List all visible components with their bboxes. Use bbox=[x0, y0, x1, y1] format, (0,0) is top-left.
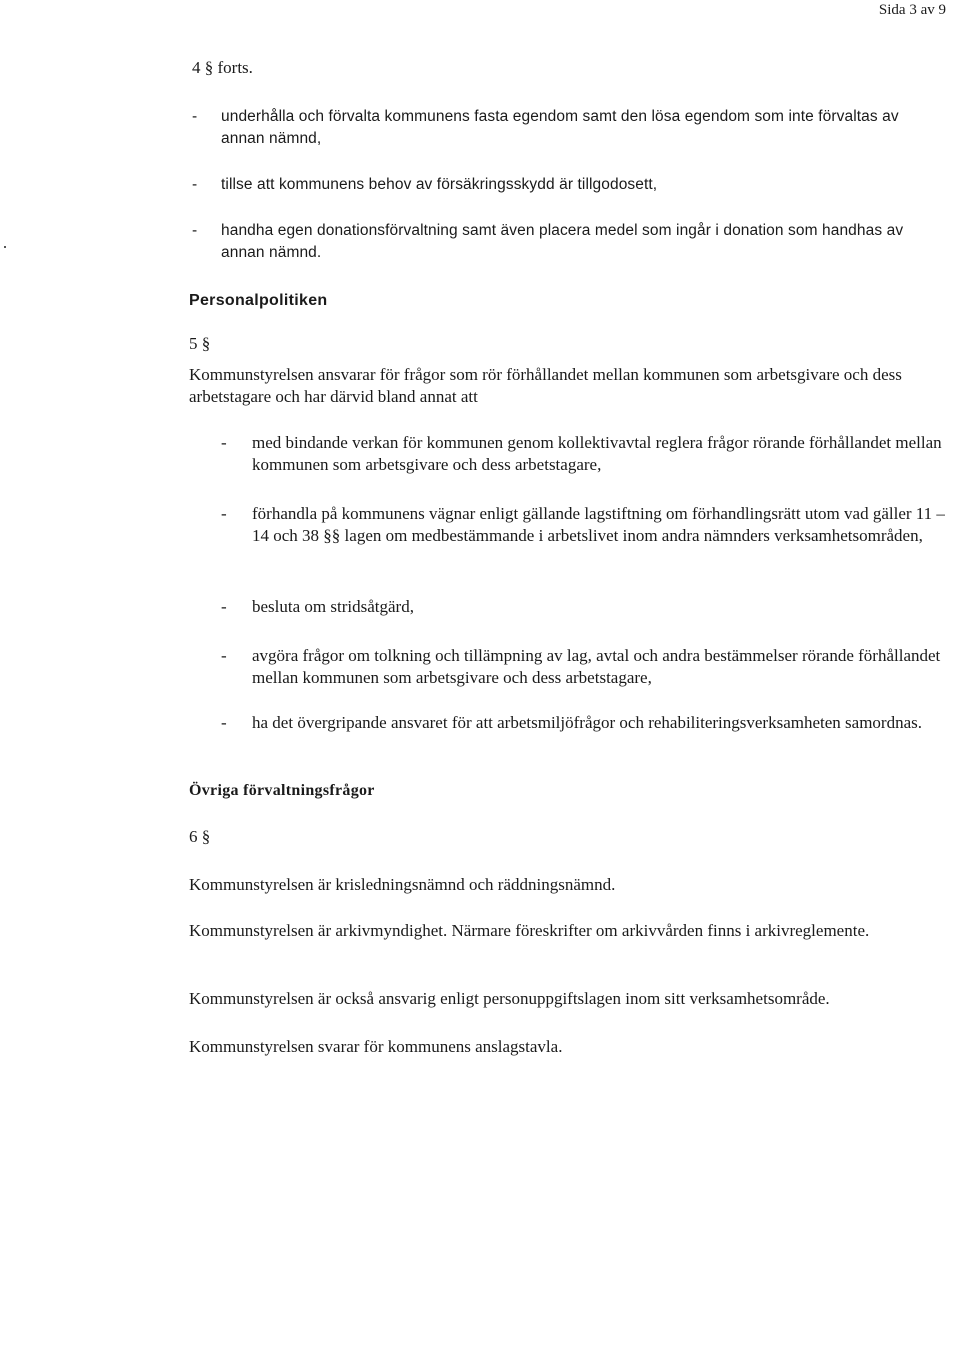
dash-bullet: - bbox=[192, 176, 198, 193]
dash-bullet: - bbox=[221, 433, 227, 452]
dash-bullet: - bbox=[221, 713, 227, 732]
section-5-item: - förhandla på kommunens vägnar enligt gällande lagstiftning om förhandlingsrätt utom vad gäller 11 – 14 och 38 §§ lagen om medbestämmande i arbetslivet inom andra nämnders verksamhetsområden, bbox=[221, 504, 945, 545]
dash-bullet: - bbox=[192, 222, 198, 239]
dash-bullet: - bbox=[192, 108, 198, 125]
section-6-paragraph: Kommunstyrelsen är arkivmyndighet. Närmare föreskrifter om arkivvården finns i arkivreglemente. bbox=[189, 921, 870, 940]
section-4-title: 4 § forts. bbox=[192, 58, 253, 77]
section-5-item: - avgöra frågor om tolkning och tillämpning av lag, avtal och andra bestämmelser rörande förhållandet mellan kommunen som arbetsgivare och dess arbetstagare, bbox=[221, 646, 941, 687]
page-number: Sida 3 av 9 bbox=[878, 2, 946, 18]
section-6-paragraph: Kommunstyrelsen svarar för kommunens anslagstavla. bbox=[189, 1037, 563, 1056]
section-6-label: 6 § bbox=[189, 827, 211, 846]
section-5-item: - ha det övergripande ansvaret för att arbetsmiljöfrågor och rehabiliteringsverksamheten samordnas. bbox=[221, 713, 922, 732]
section-5-intro: Kommunstyrelsen ansvarar för frågor som rör förhållandet mellan kommunen som arbetsgivare och dess arbetstagare och har därvid bland annat att bbox=[189, 365, 902, 406]
section-4-item: - tillse att kommunens behov av försäkringsskydd är tillgodosett, bbox=[192, 174, 942, 196]
section-4-item: - underhålla och förvalta kommunens fasta egendom samt den lösa egendom som inte förvaltas av annan nämnd, bbox=[192, 108, 899, 147]
section-5-label: 5 § bbox=[189, 334, 211, 353]
scan-artifact bbox=[4, 246, 6, 248]
section-heading-ovriga: Övriga förvaltningsfrågor bbox=[189, 782, 375, 799]
section-5-item: - besluta om stridsåtgärd, bbox=[221, 597, 414, 616]
dash-bullet: - bbox=[221, 646, 227, 665]
section-6-paragraph: Kommunstyrelsen är också ansvarig enligt personuppgiftslagen inom sitt verksamhetsområde. bbox=[189, 989, 830, 1008]
dash-bullet: - bbox=[221, 504, 227, 523]
dash-bullet: - bbox=[221, 597, 227, 616]
section-4-item: - handha egen donationsförvaltning samt även placera medel som ingår i donation som handhas av annan nämnd. bbox=[192, 222, 904, 261]
section-heading-personalpolitiken: Personalpolitiken bbox=[189, 292, 328, 309]
section-5-item: - med bindande verkan för kommunen genom kollektivavtal reglera frågor rörande förhållandet mellan kommunen som arbetsgivare och dess arbetstagare, bbox=[221, 433, 942, 474]
section-6-paragraph: Kommunstyrelsen är krisledningsnämnd och räddningsnämnd. bbox=[189, 875, 616, 894]
